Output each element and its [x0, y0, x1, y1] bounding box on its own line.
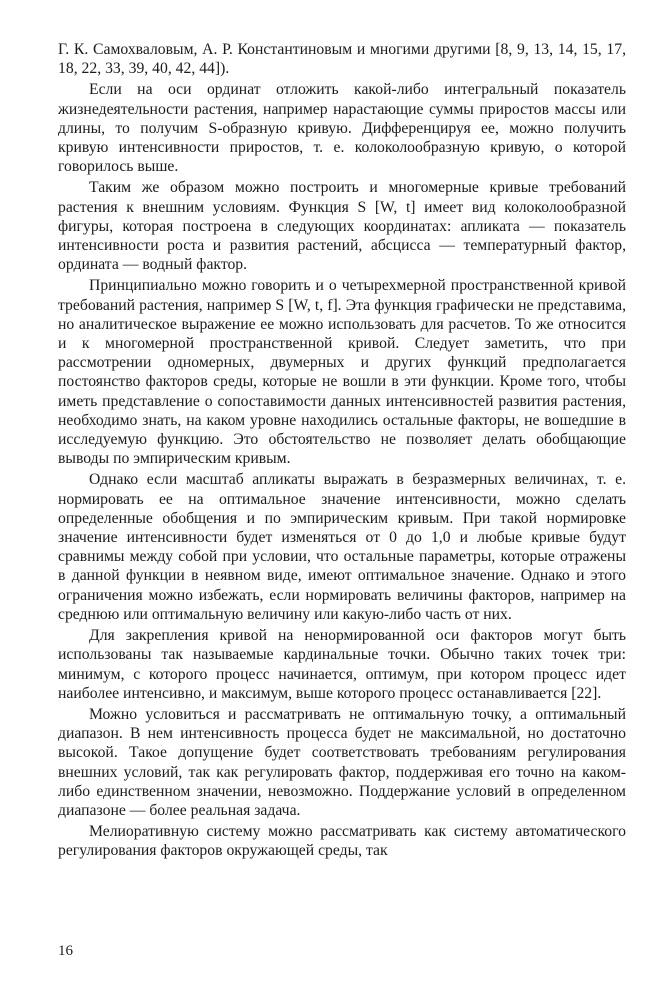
paragraph-continuation: Г. К. Самохваловым, А. Р. Константиновым и многими другими [8, 9, 13, 14, 15, 17, 18, 22, 33, 39, 40, 42, 44]). [58, 41, 626, 78]
paragraph-reclamation-system: Мелиоративную систему можно рассматривать как систему автоматического регулирования факторов окружающей среды, так [58, 823, 626, 860]
paragraph-four-dimensional-curve: Принципиально можно говорить и о четырехмерной пространственной кривой требований растения, например S [W, t, f]. Эта функция графически не представима, но аналитическое выражение ее можно использовать для расчетов. То же относится и к многомерной пространственной кривой. Следует заметить, что при рассмотрении одномерных, двумерных и других функций предполагается постоянство факторов среды, которые не вошли в эти функции. Кроме того, чтобы иметь представление о сопоставимости данных интенсивностей развития растения, необходимо знать, на каком уровне находились остальные факторы, не вошедшие в исследуемую функцию. Это обстоятельство не позволяет делать обобщающие выводы по эмпирическим кривым. [58, 277, 626, 468]
paragraph-s-curve: Если на оси ординат отложить какой-либо интегральный показатель жизнедеятельности растения, например нарастающие суммы приростов массы или длины, то получим S-образную кривую. Дифференцируя ее, можно получить кривую интенсивности приростов, т. е. колоколообразную кривую, о которой говорилось выше. [58, 81, 626, 176]
page-number: 16 [58, 943, 73, 959]
paragraph-cardinal-points: Для закрепления кривой на ненормированной оси факторов могут быть использованы так называемые кардинальные точки. Обычно таких точек три: минимум, с которого процесс начинается, оптимум, при котором процесс идет наиболее интенсивно, и максимум, выше которого процесс останавливается [22]. [58, 627, 626, 702]
page-body [58, 40, 626, 861]
paragraph-multidimensional-curves: Таким же образом можно построить и многомерные кривые требований растения к внешним условиям. Функция S [W, t] имеет вид колоколообразной фигуры, которая построена в следующих координатах: апликата — показатель интенсивности роста и развития растений, абсцисса — температурный фактор, ордината — водный фактор. [58, 179, 626, 274]
paragraph-optimal-range: Можно условиться и рассматривать не оптимальную точку, а оптимальный диапазон. В нем интенсивность процесса будет не максимальной, но достаточно высокой. Такое допущение будет соответствовать требованиям регулирования внешних условий, так как регулировать фактор, поддерживая его точно на каком-либо единственном значении, невозможно. Поддержание условий в определенном диапазоне — более реальная задача. [58, 705, 626, 819]
paragraph-normalization: Однако если масштаб апликаты выражать в безразмерных величинах, т. е. нормировать ее на оптимальное значение интенсивности, можно сделать определенные обобщения и по эмпирическим кривым. При такой нормировке значение интенсивности будет изменяться от 0 до 1,0 и любые кривые будут сравнимы между собой при условии, что остальные параметры, которые отражены в данной функции в неявном виде, имеют оптимальное значение. Однако и этого ограничения можно избежать, если нормировать величины факторов, например на среднюю или оптимальную величину или какую-либо часть от них. [58, 471, 626, 623]
